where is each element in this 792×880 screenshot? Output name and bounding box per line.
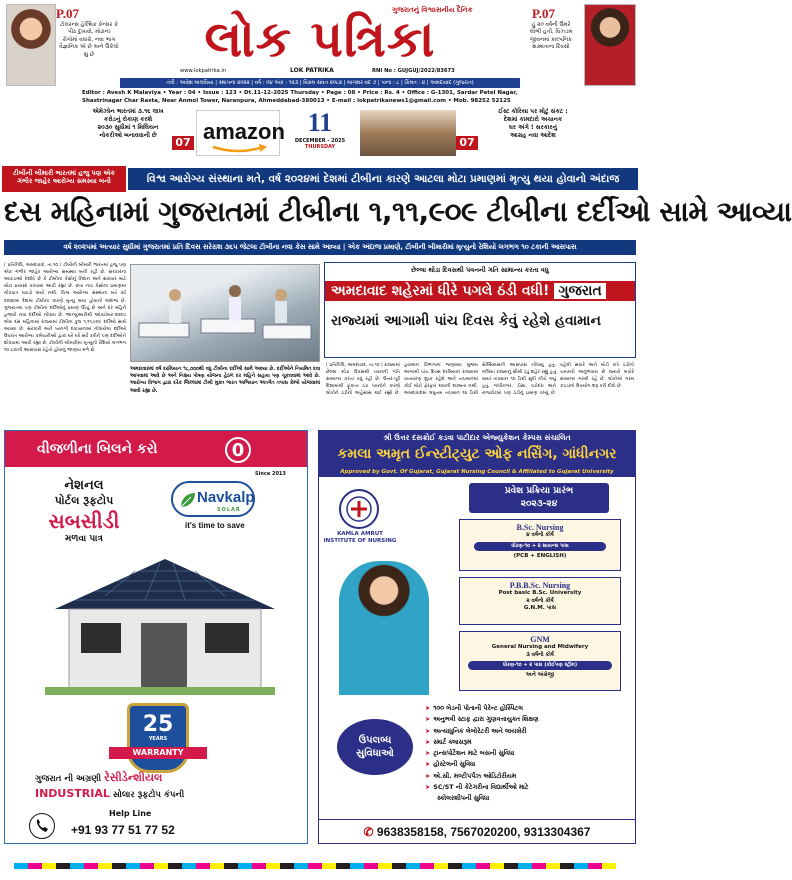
facility-item-continued: સ્કોલરશીપની સુવિધા [437, 795, 490, 803]
arrow-icon: ➤ [425, 738, 431, 746]
weather-headline-gujarat: ગુજરાત [554, 283, 605, 299]
warranty-years-number: 25 [142, 712, 174, 737]
navkalp-brand: Navkalp [197, 489, 255, 506]
amazon-teaser-page-badge: 07 [172, 136, 194, 150]
website: www.lokpatrika.in [180, 68, 227, 74]
address-line: Shastrinagar Char Rasta, Near Anmol Tower, Naranpura, Ahmeddabad-380013 • E-mail : lokpatrikanews1@gmail.com • Mob. 98252 52125 [82, 98, 511, 104]
helpline-number[interactable]: +91 93 77 51 77 52 [71, 823, 175, 837]
facility-item [425, 726, 633, 737]
nursing-campus-line: શ્રી ઉત્તર દસક્રોઈ કડવા પાટીદાર એજ્યુકેશન કેમ્પસ સંચાલિત [383, 433, 571, 442]
solar-line2-text: સોલાર રૂફટોપ કંપની [109, 790, 185, 800]
solar-company-line2 [35, 787, 184, 800]
right-page-ref: P.07 [532, 6, 555, 21]
facility-item [425, 714, 633, 725]
facility-text: અનુભવી સ્ટાફ દ્વારા ગુણવત્તાયુક્ત શિક્ષણ [433, 716, 539, 724]
navkalp-solar-ad[interactable] [4, 430, 308, 844]
warranty-ribbon: WARRANTY [109, 747, 207, 759]
date-weekday: THURSDAY [304, 144, 336, 150]
facility-item [425, 737, 633, 748]
right-portrait-photo [584, 4, 636, 86]
photo-caption: અમદાવાદમાં વર્ષ દરમિયાન ૧૮,૦૦૦થી વધુ ટીબીના દર્દીઓ સામે આવ્યા છે. દર્દીઓને નિયમિત દવા આપવામાં આવે છે અને નિક્ષય પોષણ યોજના હેઠળ દર મહિને સહાય પણ ચૂકવવામાં આવે છે. આરોગ્ય વિભાગ દ્વારા દરેક જિલ્લામાં ટીબી મુક્ત ભારત અભિયાન અંતર્ગત તપાસ કેમ્પો યોજવામાં આવી રહ્યા છે. [130, 367, 320, 394]
arrow-icon: ➤ [425, 705, 431, 712]
facility-text: અત્યાધુનિક લેબોરેટરી અને લાયબ્રેરી [433, 727, 527, 735]
facilities-list [425, 703, 633, 805]
course-eligibility-extra: અને અંગ્રેજી [525, 672, 555, 679]
parliament-teaser-image[interactable] [360, 110, 456, 156]
facility-text: SC/ST ની કેટેગરીના વિદ્યાર્થીઓ માટે [433, 784, 529, 792]
logo-subtitle: LOK PATRIKA [290, 67, 334, 74]
lead-kicker-red: ટીબીની બીમારી ભારતમાં હજુ પણ એક ગંભીર જાહેર આરોગ્ય સમસ્યા બની [2, 166, 126, 192]
weather-headline-line2: રાજ્યમાં આગામી પાંચ દિવસ કેવું રહેશે હવામાન [331, 313, 601, 329]
since-year: Since 2013 [255, 471, 286, 477]
subsidy-word: સબસીડી [48, 509, 120, 533]
weather-kicker: છેલ્લા થોડા દિવસથી પવનની ગતિ સામાન્ય કરતા વધુ [411, 266, 549, 274]
solar-house-illustration [45, 549, 275, 699]
masthead-tagline: ગુજરાતનું વિશ્વાસનીય દૈનિક [392, 6, 473, 14]
admission-open-banner [469, 483, 609, 513]
nursing-institute-name: કમલા અમૃત ઈન્સ્ટીટ્યુટ ઓફ નર્સિંગ, ગાંધીનગર [337, 446, 617, 462]
arrow-icon: ➤ [425, 727, 431, 735]
subsidy-line2: પોર્ટલ રૂફટોપ [54, 494, 114, 507]
navkalp-leaf-icon [179, 491, 197, 509]
weather-headline-line1 [325, 281, 635, 301]
course-duration: Post basic B.Sc. University ૨ વર્ષનો કોર્ષ [498, 590, 582, 604]
editor-line: Editor : Avesh K Malaviya • Year : 04 • Issue : 123 • Dt.11-12-2025 Thursday • Page : 08 • Price : Rs. 4 • Office : G-1301, Sardar Patel Nagar, [82, 90, 518, 96]
nurse-photo [339, 561, 429, 695]
course-card-bsc[interactable] [459, 519, 621, 571]
facility-text: સ્માર્ટ ક્લાસરૂમ [433, 738, 472, 746]
facility-item [425, 703, 633, 714]
course-eligibility: ધોરણ-૧૦ + ૨ પાસ (કોઈપણ સ્ટ્રીમ) [468, 661, 612, 670]
arrow-icon: ➤ [425, 772, 431, 780]
facility-text: એ.સી. મલ્ટીપર્પઝ ઓડિટોરીયમ [433, 772, 517, 780]
nursing-phone-bar[interactable] [319, 819, 635, 843]
subsidy-eligible: મળવા પાત્ર [65, 534, 103, 544]
nursing-approval-line: Approved by Govt. Of Gujarat, Gujarat Nursing Council & Affiliated to Gujarat University [319, 467, 635, 477]
nursing-header [319, 431, 635, 467]
arrow-icon: ➤ [425, 784, 431, 792]
solar-slogan: it's time to save [185, 521, 245, 530]
kamla-amrut-logo [339, 489, 379, 529]
facility-item [425, 748, 633, 759]
kamla-amrut-logo-text: KAMLA AMRUT INSTITUTE OF NURSING [323, 531, 397, 544]
lead-body-text: ( પ્રતિનિધિ, અમદાવાદ, તા.૧૦ ) ટીબીની બીમારી ભારતમાં હજુ પણ એક ગંભીર જાહેર આરોગ્ય સમસ્યા બની રહી છે. સરકારના આંકડાઓ દર્શાવે છે કે ટીબીના કેસોનું નિદાન અને સારવાર માટે મોટા પ્રયાસો કરવામાં આવી રહ્યા છે. છતાં નવા કેસોના પ્રમાણમાં નોંધપાત્ર ઘટાડો થયો નથી. વિશ્વ આરોગ્ય સંસ્થાના મતે વર્ષ ૨૦૨૪માં દેશમાં ટીબીના કારણે મૃત્યુ થયા હોવાનો અંદાજ છે. ગુજરાતમાં પણ ટીબીના દર્દીઓનું પ્રમાણ ઊંચું છે અને દર મહિને હજારો નવા દર્દીઓ નોંધાય છે. જાન્યુઆરીથી ઓક્ટોબર-૨૦૨૫ એમ દસ મહિનામાં રાજ્યમાં ટીબીના કુલ ૧,૧૧,૯૦૯ દર્દીઓ સામે આવ્યા છે. સરકારી અને ખાનગી દવાખાનામાં નોંધાયેલા દર્દીઓ ઉપરાંત આરોગ્ય કર્મચારીઓ દ્વારા ઘરે ઘરે સર્વે કરીને પણ દર્દીઓને શોધવામાં આવી રહ્યા છે. ટીબીની બીમારીમાં મૃત્યુનો રેશિયો લગભગ ૧૦ ટકાની આસપાસ રહેતો હોવાનું જાણવા મળે છે. [4, 263, 126, 354]
left-portrait-photo [6, 4, 56, 86]
facility-item [425, 759, 633, 770]
phone-icon: ✆ [363, 825, 374, 839]
phone-handset-icon [31, 815, 53, 837]
course-duration: ૪ વર્ષનો કોર્ષ [526, 532, 554, 538]
facilities-heading: ઉપલબ્ધ સુવિધાઓ [337, 719, 413, 775]
rni-number: RNI No : GUJGUJ/2022/83673 [372, 68, 455, 74]
solar-company-line1 [35, 771, 162, 785]
phone-icon [29, 813, 55, 839]
korea-teaser-text: ઈસ્ટ કોરિયા પર મોટું સંકટ : દેશમાં કામદારો અચાનક ઘર અંગે ! સરકારનું આગ્રહ નવા આદેશ [498, 108, 568, 140]
subsidy-line1: નેશનલ [64, 478, 104, 493]
facility-text: ૧૦૦ બેડની પોતાની પેરેન્ટ હોસ્પિટલ [433, 705, 523, 712]
warranty-years-label: YEARS [148, 736, 168, 742]
course-title: GNM [530, 635, 550, 644]
color-registration-bar [14, 854, 626, 862]
amazon-teaser-image[interactable] [196, 110, 285, 156]
amazon-smile-icon [211, 145, 267, 153]
weather-story-header [324, 262, 636, 358]
solar-top-text: વીજળીના બિલને કરો [37, 441, 158, 457]
navkalp-logo [171, 481, 255, 517]
warranty-badge [127, 703, 189, 773]
kamla-amrut-nursing-ad[interactable] [318, 430, 636, 844]
issue-info-bar: તંત્રી : અવેશ માલવિયા | સ્થાપના ૨૦૨૨ | વર્ષ : ૦૪ અંક : ૧૨૩ | વિક્રમ સંવત ૨૦૮૨ | માગશર વદ ૭ | પાના : ૮ | કિંમત : ૪ | અમદાવાદ (ગુજરાત) [120, 78, 520, 88]
facility-text: હોસ્ટેલની સુવિધા [433, 761, 476, 769]
amazon-wordmark: amazon [203, 119, 285, 144]
course-duration: General Nursing and Midwifery ૩ વર્ષનો કોર્ષ [491, 644, 589, 658]
course-card-gnm[interactable] [459, 631, 621, 691]
course-title: P.B.B.Sc. Nursing [509, 581, 571, 590]
facility-text: ટ્રાન્સપોર્ટેશન માટે બસની સુવિધા [433, 750, 515, 758]
ward-beds-illustration [131, 265, 319, 361]
helpline-label: Help Line [109, 809, 152, 818]
right-side-teaser: હું ૨૦ વર્ષની ઉંમરે લોભી હતી, વિઝડમ જીવનમાં કાલ્પનિક શક્યતાના દિવસો [529, 22, 573, 51]
lead-kicker-blue: વિશ્વ આરોગ્ય સંસ્થાના મતે, વર્ષ ૨૦૨૪માં દેશમાં ટીબીના કારણે આટલા મોટા પ્રમાણમાં મૃત્યુ થયા હોવાનો અંદાજ [128, 168, 638, 190]
course-eligibility: ધોરણ-૧૦ + ૨ સાયન્સ પાસ [474, 542, 606, 551]
solar-ad-top-banner [5, 431, 307, 467]
weather-headline-red: અમદાવાદ શહેરમાં ધીરે પગલે ઠંડી વધી! [331, 283, 550, 299]
nursing-emblem-icon [341, 491, 377, 527]
facility-item [425, 782, 633, 793]
admission-open-text: પ્રવેશ પ્રક્રિયા પ્રારંભ [504, 486, 574, 496]
nursing-phone-numbers: 9638358158, 7567020200, 9313304367 [376, 825, 591, 839]
lead-subheadline-bar: વર્ષ ૨૦૨૫માં અત્યાર સુધીમાં ગુજરાતમાં પ્રતિ દિવસ સરેરાશ ૩૬૫ જેટલા ટીબીના નવા કેસ સામે આવ્યા | એક અંદાજ પ્રમાણે, ટીબીની બીમારીમાં મૃત્યુનો રેશિયો લગભગ ૧૦ ટકાની આસપાસ [4, 240, 636, 255]
arrow-icon: ➤ [425, 716, 431, 724]
course-card-pbbsc[interactable] [459, 577, 621, 625]
tb-hospital-ward-photo [130, 264, 320, 362]
solar-line1-residential: રેસીડેન્શીયલ [104, 771, 163, 784]
solar-line1-text: ગુજરાત ની અગ્રણી [35, 774, 105, 784]
left-page-ref: P.07 [56, 6, 79, 21]
solar-line2-industrial: INDUSTRIAL [35, 787, 110, 800]
newspaper-logo: લોક પત્રિકા [204, 10, 436, 68]
course-title: B.Sc. Nursing [516, 523, 564, 532]
amazon-teaser-text: એમેઝોન ભારતમાં ૩.૧૬ લાખ કરોડનું રોકાણ કરશે ૨૦૩૦ સુધીમાં ૧ મિલિયન નોકરીઓ બનાવવાની છે [92, 108, 164, 140]
korea-teaser-page-badge: 07 [456, 136, 478, 150]
navkalp-brand-sub: SOLAR [217, 507, 241, 513]
arrow-icon: ➤ [425, 761, 431, 769]
course-eligibility-extra: G.N.M. પાસ [523, 605, 557, 612]
course-eligibility-extra: (PCB + ENGLISH) [513, 552, 567, 559]
date-month: DECEMBER - 2025 [294, 138, 346, 144]
lead-headline: દસ મહિનામાં ગુજરાતમાં ટીબીના ૧,૧૧,૯૦૯ ટીબીના દર્દીઓ સામે આવ્યા [4, 195, 792, 228]
admission-year: ૨૦૨૩-૨૪ [520, 499, 558, 509]
date-box [282, 108, 358, 158]
weather-body-text: ( પ્રતિનિધિ, અમદાવાદ, તા.૧૦ ) રાજ્યમાં છેલ્લા થોડા દિવસથી પવનની ગતિ સામાન્ય કરતાં વધુ રહી છે. ઉત્તર-પૂર્વ દિશામાંથી ફૂંકાતા ઠંડા પવનોને કારણે લોકોને ઠંડીનો અહેસાસ થઈ રહ્યો છે. હવામાન વિભાગના જણાવ્યા મુજબ આગામી પાંચ દિવસ દરમિયાન રાજ્યમાં વાતાવરણ શુષ્ક રહેશે અને તાપમાનમાં કોઈ મોટો ફેરફાર થવાની શક્યતા નથી. અમદાવાદમાં લઘુત્તમ તાપમાન ૧૪ ડિગ્રી સેલ્સિયસની આસપાસ નોંધાયું હતું. નલિયા રાજ્યનું સૌથી ઠંડું શહેર રહ્યું હતું જ્યાં તાપમાન ૧૦ ડિગ્રી સુધી નીચે ગયું હતું. ગાંધીનગર, ડીસા, વડોદરા અને રાજકોટમાં પણ ઠંડીનું પ્રમાણ વધ્યું છે. વહેલી સવારે અને મોડી રાત્રે ઠંડીનો ચમકારો અનુભવાય છે જ્યારે બપોરે સામાન્ય ગરમી રહે છે. લોકોએ ગરમ કપડાંનો ઉપયોગ શરૂ કરી દીધો છે. [326, 363, 634, 397]
facility-item [425, 771, 633, 782]
left-side-teaser: ટોલરન્સ હેલ્થિક કેન્સર કે પીઠ દુખાવો, મોઢાના રોગોમાં વધારો, નવા ભાગ વૈજ્ઞાનિક એ છે અને ઉકેલો શું છે [59, 22, 119, 58]
arrow-icon: ➤ [425, 750, 431, 758]
zero-bill-circle: 0 [225, 437, 251, 463]
date-day: 11 [307, 108, 333, 137]
